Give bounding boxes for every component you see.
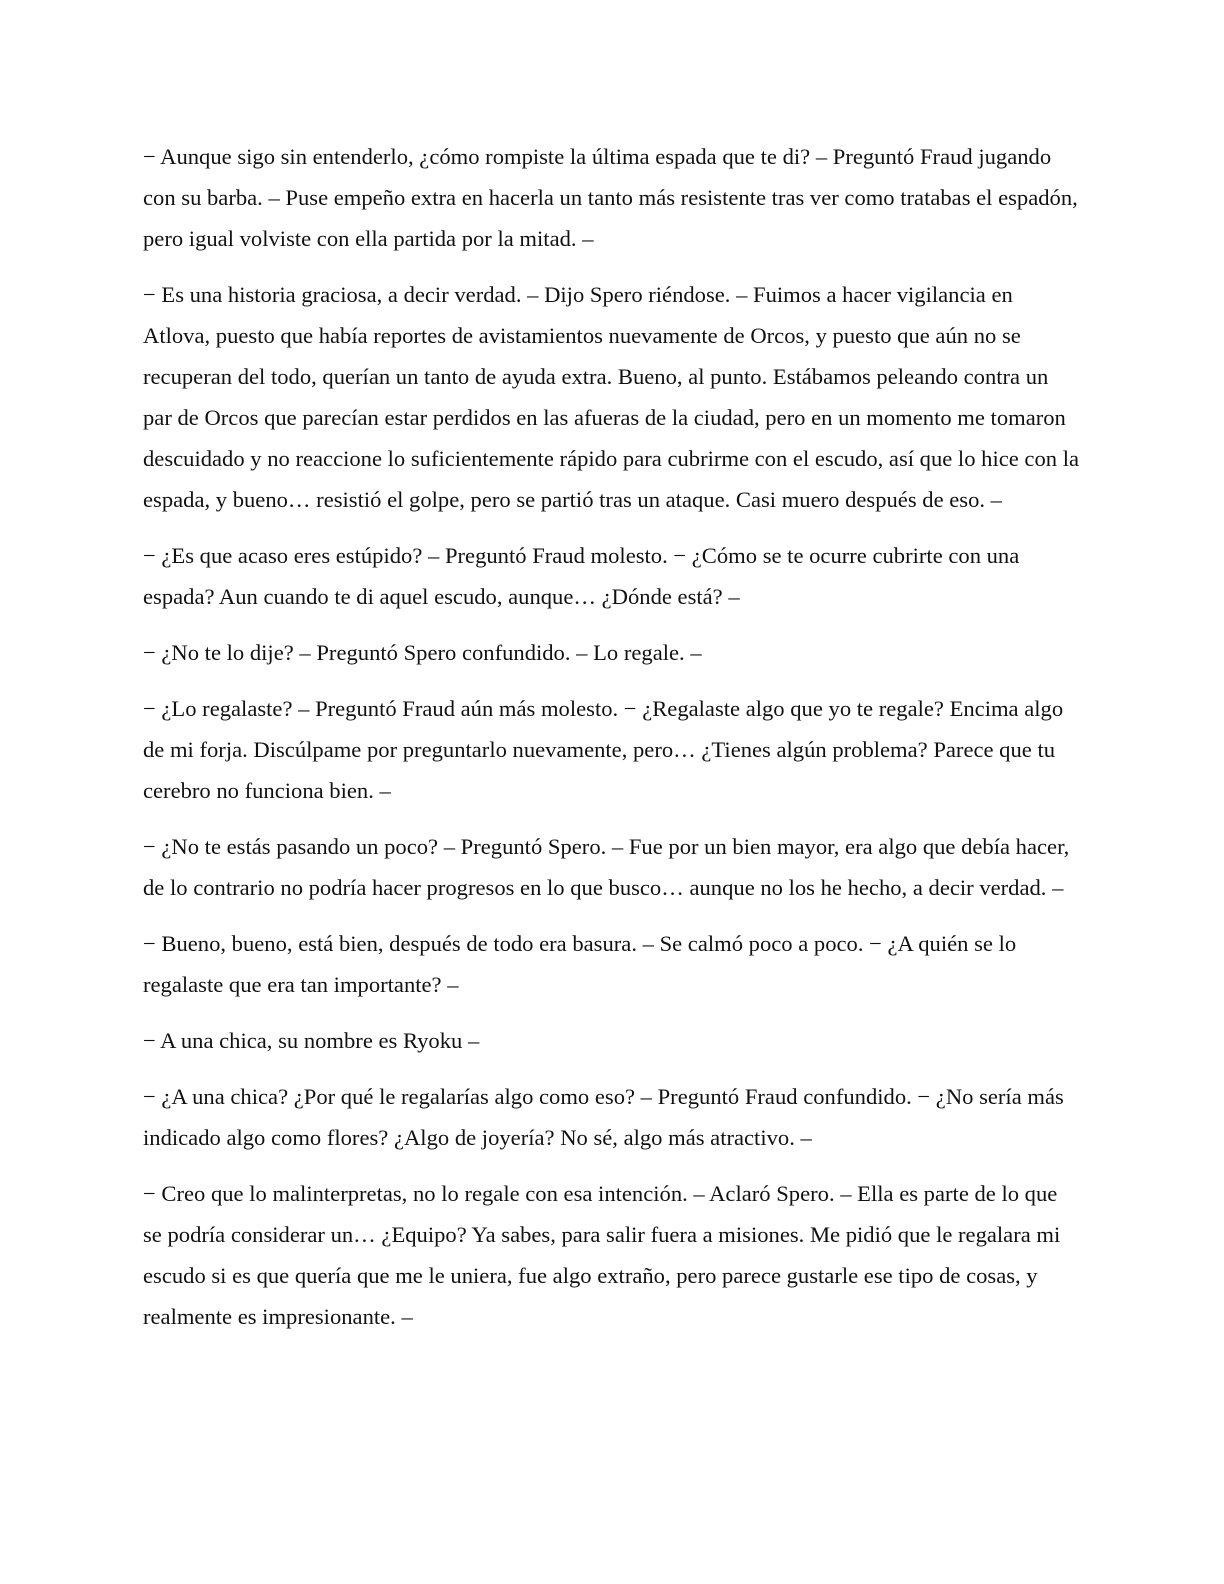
paragraph: − Creo que lo malinterpretas, no lo regale con esa intención. – Aclaró Spero. – Ella es parte de lo que se podría considerar un… ¿Equipo? Ya sabes, para salir fuera a misiones. Me pidió que le regalara mi escudo si es que quería que me le uniera, fue algo extraño, pero parece gustarle ese tipo de cosas, y realmente es impresionante. –: [143, 1181, 1061, 1329]
paragraph: − Es una historia graciosa, a decir verdad. – Dijo Spero riéndose. – Fuimos a hacer vigilancia en Atlova, puesto que había reportes de avistamientos nuevamente de Orcos, y puesto que aún no se recuperan del todo, querían un tanto de ayuda extra. Bueno, al punto. Estábamos peleando contra un par de Orcos que parecían estar perdidos en las afueras de la ciudad, pero en un momento me tomaron descuidado y no reaccione lo suficientemente rápido para cubrirme con el escudo, así que lo hice con la espada, y bueno… resistió el golpe, pero se partió tras un ataque. Casi muero después de eso. –: [143, 282, 1080, 512]
paragraph: − ¿Lo regalaste? – Preguntó Fraud aún más molesto. − ¿Regalaste algo que yo te regale? Encima algo de mi forja. Discúlpame por preguntarlo nuevamente, pero… ¿Tienes algún problema? Parece que tu cerebro no funciona bien. –: [143, 696, 1064, 803]
paragraph: − A una chica, su nombre es Ryoku –: [143, 1028, 480, 1053]
paragraph: − Bueno, bueno, está bien, después de todo era basura. – Se calmó poco a poco. − ¿A quién se lo regalaste que era tan importante? –: [143, 931, 1017, 997]
document-page: [143, 136, 1081, 1352]
paragraph: − ¿No te estás pasando un poco? – Preguntó Spero. – Fue por un bien mayor, era algo que debía hacer, de lo contrario no podría hacer progresos en lo que busco… aunque no los he hecho, a decir verdad. –: [143, 834, 1070, 900]
paragraph: − ¿Es que acaso eres estúpido? – Preguntó Fraud molesto. − ¿Cómo se te ocurre cubrirte con una espada? Aun cuando te di aquel escudo, aunque… ¿Dónde está? –: [143, 543, 1020, 609]
paragraph: − ¿A una chica? ¿Por qué le regalarías algo como eso? – Preguntó Fraud confundido. − ¿No sería más indicado algo como flores? ¿Algo de joyería? No sé, algo más atractivo. –: [143, 1084, 1064, 1150]
paragraph: − ¿No te lo dije? – Preguntó Spero confundido. – Lo regale. –: [143, 640, 702, 665]
paragraph: − Aunque sigo sin entenderlo, ¿cómo rompiste la última espada que te di? – Preguntó Fraud jugando con su barba. – Puse empeño extra en hacerla un tanto más resistente tras ver como tratabas el espadón, pero igual volviste con ella partida por la mitad. –: [143, 144, 1078, 251]
